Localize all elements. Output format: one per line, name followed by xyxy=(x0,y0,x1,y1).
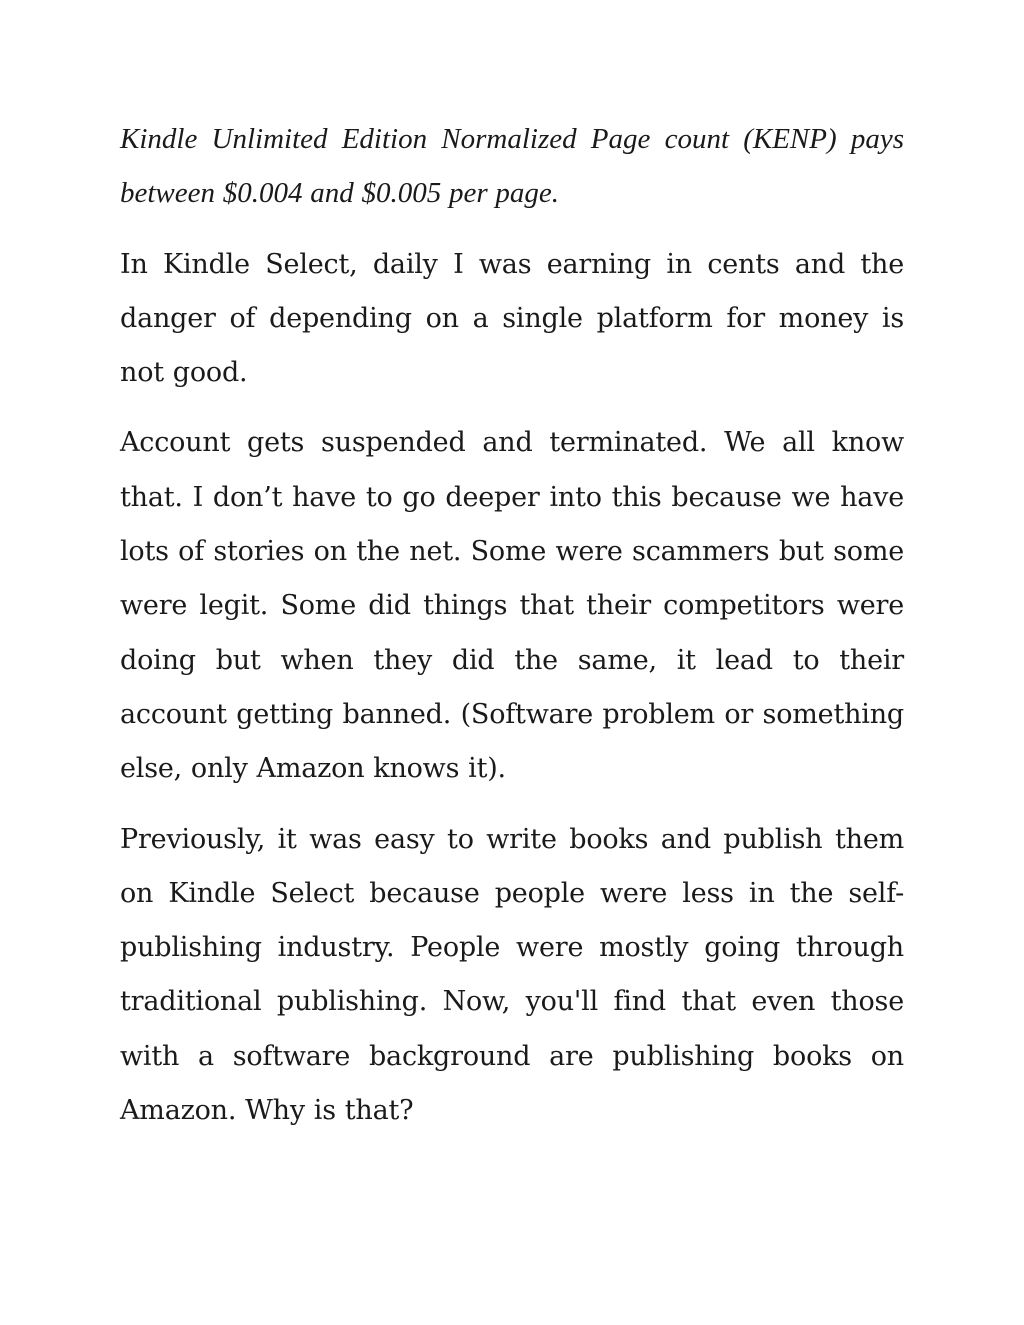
paragraph-kindle-select-earnings: In Kindle Select, daily I was earning in cents and the danger of depending on a single platform for money is not good. xyxy=(120,248,904,389)
document-page xyxy=(120,112,904,1138)
paragraph-self-publishing-history: Previously, it was easy to write books and publish them on Kindle Select because people were less in the self-publishing industry. People were mostly going through traditional publishing. Now, you'll find that even those with a software background are publishing books on Amazon. Why is that? xyxy=(120,823,904,1127)
paragraph-kenp-note: Kindle Unlimited Edition Normalized Page count (KENP) pays between $0.004 and $0.005 per page. xyxy=(120,123,904,210)
paragraph-account-suspension: Account gets suspended and terminated. We all know that. I don’t have to go deeper into this because we have lots of stories on the net. Some were scammers but some were legit. Some did things that their competitors were doing but when they did the same, it lead to their account getting banned. (Software problem or something else, only Amazon knows it). xyxy=(120,427,904,785)
